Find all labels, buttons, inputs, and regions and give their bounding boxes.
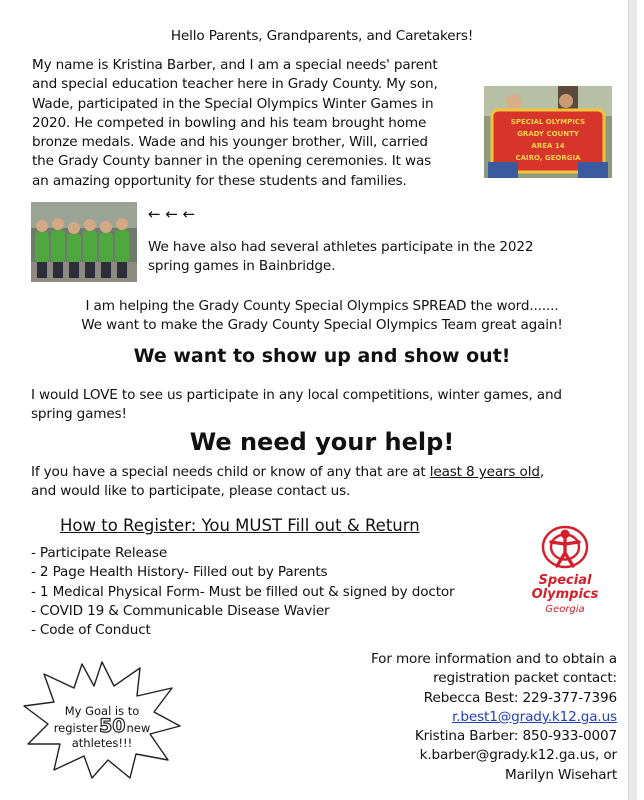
intro-paragraph xyxy=(32,56,438,191)
contact-line: registration packet contact: xyxy=(433,670,617,687)
intro-line: 2020. He competed in bowling and his team brought home xyxy=(32,114,427,131)
greeting: Hello Parents, Grandparents, and Caretakers! xyxy=(170,28,474,44)
contact-line: For more information and to obtain a xyxy=(371,651,617,667)
contact-email-link[interactable] xyxy=(371,708,617,727)
athletes-line: We have also had several athletes participate in the 2022 xyxy=(148,239,534,255)
love-paragraph xyxy=(31,386,562,425)
spread-line: We want to make the Grady County Special Olympics Team great again! xyxy=(81,317,563,334)
athletes-photo-image xyxy=(31,202,137,282)
headline-show-up: We want to show up and show out! xyxy=(133,345,511,367)
athletes-paragraph xyxy=(148,238,533,277)
athletes-line: spring games in Bainbridge. xyxy=(148,258,336,275)
contact-block xyxy=(371,650,617,785)
register-heading: How to Register: You MUST Fill out & Return xyxy=(60,516,420,535)
goal-text xyxy=(22,704,182,751)
goal-line: athletes!!! xyxy=(71,736,133,750)
goal-number: 50 xyxy=(99,715,126,737)
goal-line xyxy=(22,715,182,737)
headline-need-help: We need your help! xyxy=(189,428,455,456)
contact-line: Kristina Barber: 850-933-0007 xyxy=(414,728,617,745)
banner-text-line: CAIRO, GEORGIA xyxy=(515,154,581,162)
logo-text xyxy=(522,574,608,602)
help-text: If you have a special needs child or know of any that are at xyxy=(31,464,430,480)
spread-paragraph xyxy=(0,297,644,336)
register-item: - Participate Release xyxy=(31,545,168,561)
athletes-photo xyxy=(31,202,137,282)
banner-text-line: SPECIAL OLYMPICS xyxy=(510,118,586,126)
logo-georgia: Georgia xyxy=(545,604,585,615)
special-olympics-emblem-icon xyxy=(537,520,593,572)
register-item: - COVID 19 & Communicable Disease Wavier xyxy=(31,602,330,619)
help-line: and would like to participate, please contact us. xyxy=(31,483,351,500)
banner-text-line: GRADY COUNTY xyxy=(517,130,579,138)
spread-line: I am helping the Grady County Special Olympics SPREAD the word....... xyxy=(85,298,559,314)
help-paragraph xyxy=(31,463,544,502)
help-line xyxy=(31,463,544,482)
logo-text-line: Olympics xyxy=(531,587,599,602)
banner-text xyxy=(492,116,604,164)
banner-text-line: AREA 14 xyxy=(531,142,565,150)
register-item: - Code of Conduct xyxy=(31,622,151,639)
goal-register: register xyxy=(53,721,99,735)
arrows-left: ← ← ← xyxy=(148,205,196,223)
intro-line: an amazing opportunity for these students and families. xyxy=(32,172,407,189)
special-olympics-logo xyxy=(522,520,608,620)
goal-new: new xyxy=(126,721,151,735)
register-list xyxy=(31,544,454,640)
contact-line: Marilyn Wisehart xyxy=(504,766,617,783)
intro-line: My name is Kristina Barber, and I am a special needs' parent xyxy=(32,57,438,73)
help-comma: , xyxy=(539,464,544,480)
intro-line: and special education teacher here in Grady County. My son, xyxy=(32,76,438,93)
intro-line: bronze medals. Wade and his younger brother, Will, carried xyxy=(32,134,428,151)
page-edge xyxy=(628,0,637,800)
love-line: I would LOVE to see us participate in any local competitions, winter games, and xyxy=(31,387,562,403)
intro-line: Wade, participated in the Special Olympics Winter Games in xyxy=(32,95,434,112)
love-line: spring games! xyxy=(31,406,127,423)
contact-line: k.barber@grady.k12.ga.us, or xyxy=(419,747,617,764)
goal-starburst xyxy=(22,660,182,780)
intro-line: the Grady County banner in the opening ceremonies. It was xyxy=(32,153,432,170)
banner-photo xyxy=(484,86,612,178)
register-item: - 1 Medical Physical Form- Must be filled out & signed by doctor xyxy=(31,583,455,600)
email-rebecca-link[interactable]: r.best1@grady.k12.ga.us xyxy=(452,708,617,725)
goal-line: My Goal is to xyxy=(64,704,140,718)
logo-text-line: Special xyxy=(538,573,592,588)
contact-line: Rebecca Best: 229-377-7396 xyxy=(423,689,617,706)
help-age-requirement: least 8 years old xyxy=(429,464,540,480)
register-item: - 2 Page Health History- Filled out by Parents xyxy=(31,564,328,581)
